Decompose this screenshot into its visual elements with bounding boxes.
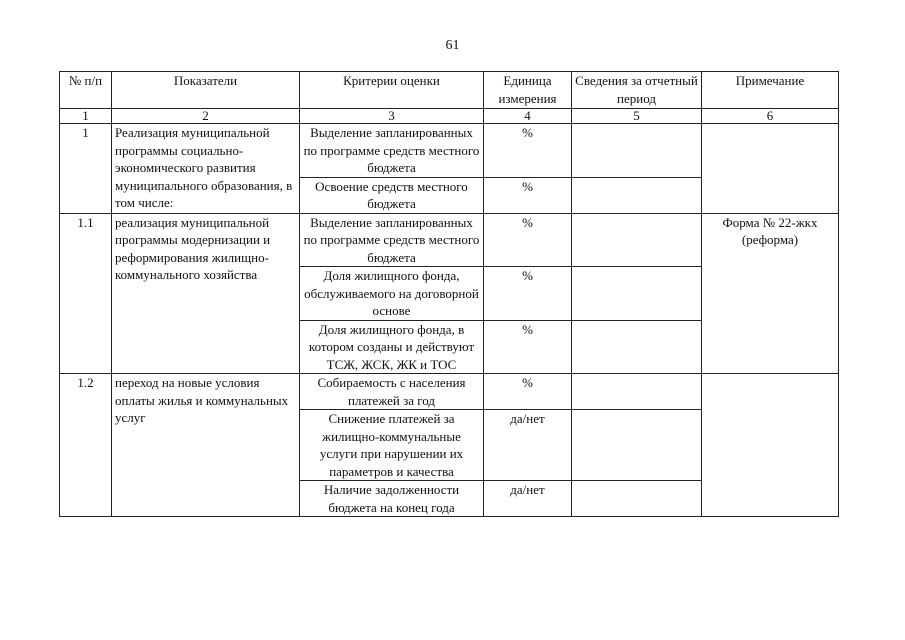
criterion-cell: Собираемость с населения платежей за год: [300, 374, 484, 410]
header-row: [60, 72, 839, 109]
unit-cell: %: [484, 124, 572, 178]
note-cell: [702, 124, 839, 214]
period-cell: [572, 374, 702, 410]
header-indicators: Показатели: [112, 72, 300, 109]
period-cell: [572, 410, 702, 481]
unit-cell: да/нет: [484, 481, 572, 517]
unit-cell: %: [484, 320, 572, 374]
column-number: 2: [112, 109, 300, 124]
row-number: 1.2: [60, 374, 112, 517]
indicators-table: [59, 71, 839, 517]
column-number: 6: [702, 109, 839, 124]
note-cell: Форма № 22-жкх (реформа): [702, 213, 839, 374]
indicator-cell: переход на новые условия оплаты жилья и коммунальных услуг: [112, 374, 300, 517]
column-number: 1: [60, 109, 112, 124]
row-number: 1.1: [60, 213, 112, 374]
period-cell: [572, 213, 702, 267]
unit-cell: %: [484, 374, 572, 410]
row-number: 1: [60, 124, 112, 214]
criterion-cell: Снижение платежей за жилищно-коммунальные услуги при нарушении их параметров и качества: [300, 410, 484, 481]
period-cell: [572, 320, 702, 374]
header-period: Сведения за отчетный период: [572, 72, 702, 109]
period-cell: [572, 267, 702, 321]
period-cell: [572, 124, 702, 178]
note-cell: [702, 374, 839, 517]
period-cell: [572, 481, 702, 517]
table-row: [60, 374, 839, 410]
criterion-cell: Доля жилищного фонда, обслуживаемого на договорной основе: [300, 267, 484, 321]
period-cell: [572, 177, 702, 213]
indicator-cell: реализация муниципальной программы модернизации и реформирования жилищно-коммунального хозяйства: [112, 213, 300, 374]
header-note: Примечание: [702, 72, 839, 109]
table-row: [60, 124, 839, 178]
criterion-cell: Освоение средств местного бюджета: [300, 177, 484, 213]
unit-cell: да/нет: [484, 410, 572, 481]
unit-cell: %: [484, 267, 572, 321]
header-criteria: Критерии оценки: [300, 72, 484, 109]
criterion-cell: Выделение запланированных по программе средств местного бюджета: [300, 213, 484, 267]
column-number: 3: [300, 109, 484, 124]
column-number-row: [60, 109, 839, 124]
criterion-cell: Выделение запланированных по программе средств местного бюджета: [300, 124, 484, 178]
unit-cell: %: [484, 177, 572, 213]
column-number: 4: [484, 109, 572, 124]
indicator-cell: Реализация муниципальной программы социально-экономического развития муниципального образования, в том числе:: [112, 124, 300, 214]
header-unit: Единица измерения: [484, 72, 572, 109]
table-row: [60, 213, 839, 267]
criterion-cell: Наличие задолженности бюджета на конец года: [300, 481, 484, 517]
page-number: 61: [445, 38, 460, 53]
header-num: № п/п: [60, 72, 112, 109]
column-number: 5: [572, 109, 702, 124]
unit-cell: %: [484, 213, 572, 267]
criterion-cell: Доля жилищного фонда, в котором созданы и действуют ТСЖ, ЖСК, ЖК и ТОС: [300, 320, 484, 374]
